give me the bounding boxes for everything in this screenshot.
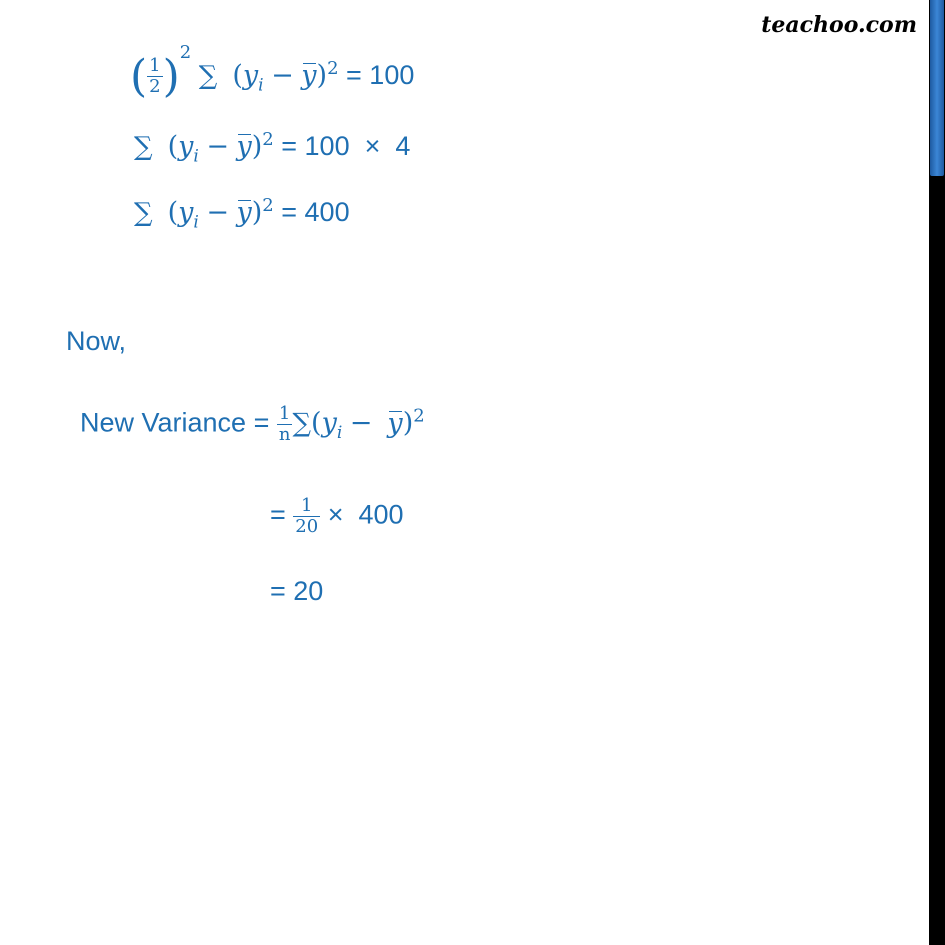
now-label: Now,	[66, 326, 127, 356]
scrollbar-thumb[interactable]	[930, 0, 944, 176]
one-over-n: $\frac{1}{n}$	[278, 403, 291, 445]
power: 2	[179, 42, 192, 63]
one-over-twenty: $\frac{1}{20}$	[295, 495, 319, 537]
y-bar: y	[387, 407, 403, 439]
equation-step-3: ∑ $(y_i - y)^2 = 400$	[134, 195, 350, 233]
half-fraction: $\frac{1}{2}$	[149, 55, 161, 98]
equation-step-1: ( $\frac{1}{2}$ )$^2$ ∑ $(y_i - y)^2 = 100$	[130, 42, 415, 102]
sigma-symbol: ∑	[198, 61, 218, 91]
sigma-symbol: ∑	[292, 408, 312, 439]
variance-result: = 20	[270, 576, 324, 606]
left-paren: (	[130, 50, 148, 102]
y-bar: y	[301, 60, 317, 91]
right-paren: )	[162, 50, 180, 102]
y-bar: y	[236, 197, 252, 228]
teachoo-watermark: teachoo.com	[761, 12, 917, 38]
sigma-symbol: ∑	[134, 132, 153, 162]
sigma-symbol: ∑	[134, 198, 153, 228]
vertical-scrollbar[interactable]	[929, 0, 945, 945]
variance-step-1: = $\frac{1}{20}$ × 400	[270, 495, 404, 537]
step1-rhs: = 100	[346, 60, 415, 90]
variance-label: New Variance =	[80, 407, 277, 438]
new-variance-line: New Variance = $\frac{1}{n}$ $\sum(y_i - y)^2$	[80, 403, 425, 445]
equation-step-2: ∑ $(y_i - y)^2 = 100 \times 4$	[134, 129, 411, 167]
step3-rhs: = 400	[281, 197, 350, 227]
step2-rhs: = 100 × 4	[281, 131, 411, 161]
y-bar: y	[236, 131, 252, 162]
